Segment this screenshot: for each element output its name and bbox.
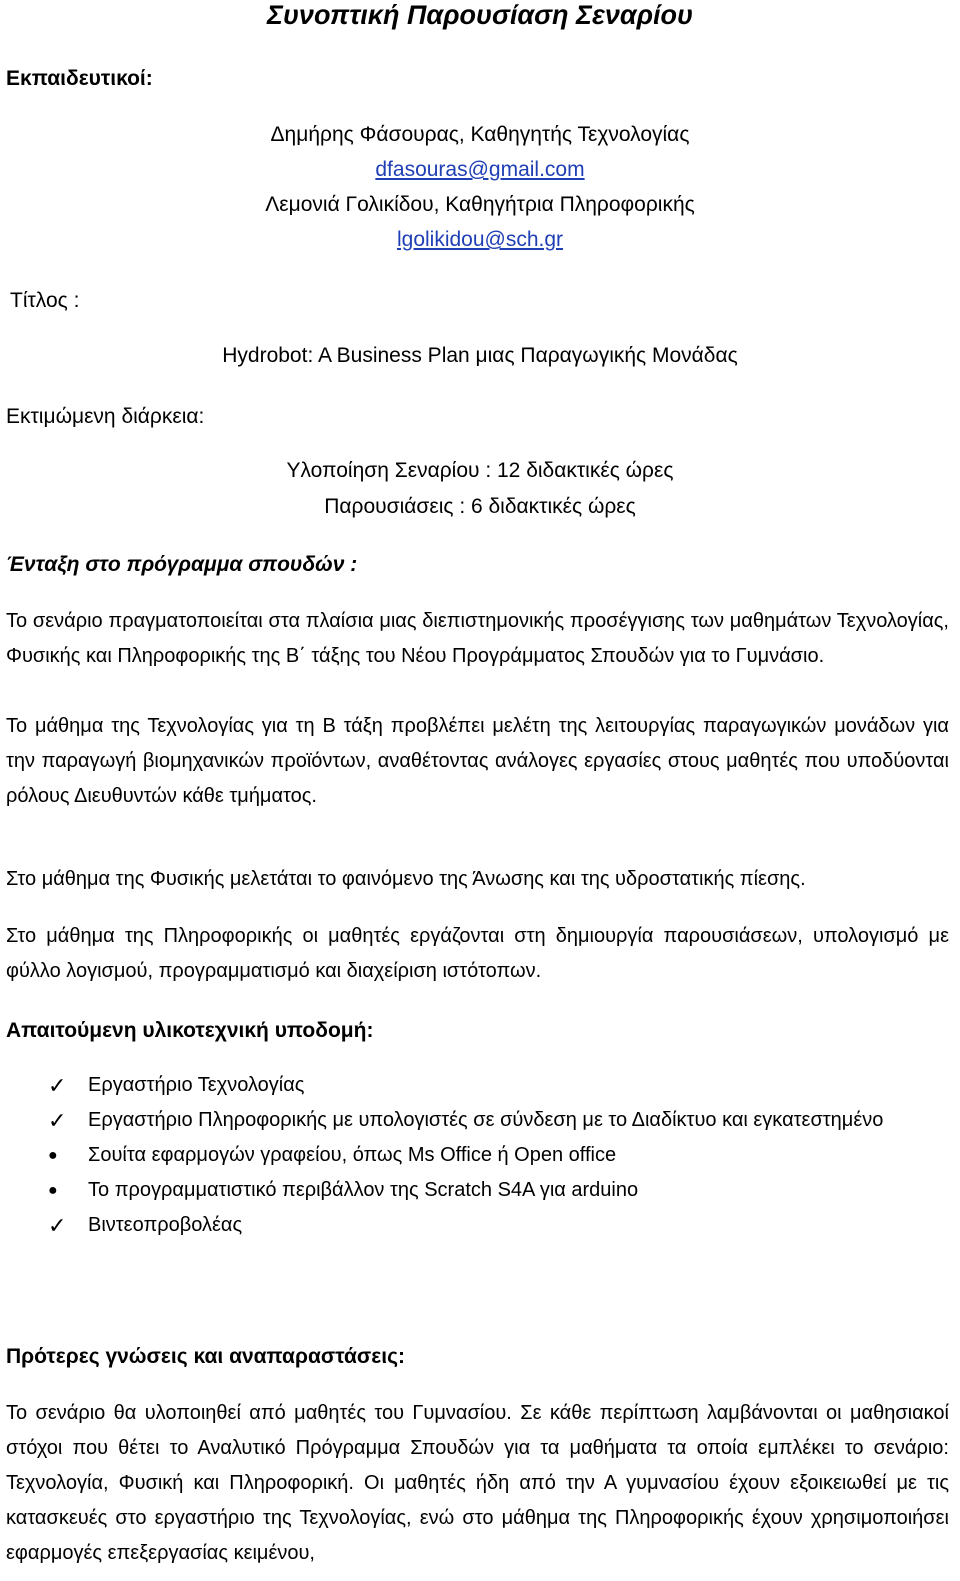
prior-knowledge-label: Πρότερες γνώσεις και αναπαραστάσεις: xyxy=(6,1345,406,1368)
list-item xyxy=(0,1173,960,1208)
title-label: Τίτλος : xyxy=(10,289,80,312)
teacher-2-email-row xyxy=(0,227,960,253)
curriculum-paragraph-1 xyxy=(6,604,949,674)
infrastructure-label: Απαιτούμενη υλικοτεχνική υποδομή: xyxy=(6,1019,374,1042)
teacher-1-email-link[interactable]: dfasouras@gmail.com xyxy=(375,158,585,181)
teacher-2-line: Λεμονιά Γολικίδου, Καθηγήτρια Πληροφορικής xyxy=(265,193,695,216)
list-item-text: Το προγραμματιστικό περιβάλλον της Scratch S4A για arduino xyxy=(88,1179,639,1201)
curriculum-paragraph-4 xyxy=(6,919,949,989)
list-item xyxy=(0,1103,960,1138)
list-item-text: Εργαστήριο Τεχνολογίας xyxy=(88,1074,305,1096)
bullet-dot-icon: ● xyxy=(48,1182,58,1199)
title-value: Hydrobot: A Business Plan μιας Παραγωγικής Μονάδας xyxy=(222,344,738,367)
curriculum-text-4: Στο μάθημα της Πληροφορικής οι μαθητές εργάζονται στη δημιουργία παρουσιάσεων, υπολογισμό με φύλλο λογισμού, προγραμματισμό και διαχείριση ιστότοπων. xyxy=(6,925,949,982)
curriculum-text-1: Το σενάριο πραγματοποιείται στα πλαίσια μιας διεπιστημονικής προσέγγισης των μαθημάτων Τεχνολογίας, Φυσικής και Πληροφορικής της Β΄ τάξης του Νέου Προγράμματος Σπουδών για το Γυμνάσιο. xyxy=(6,610,949,667)
teacher-1-email-row xyxy=(0,157,960,183)
teachers-label: Εκπαιδευτικοί: xyxy=(6,67,153,90)
teacher-1-line: Δημήρης Φάσουρας, Καθηγητής Τεχνολογίας xyxy=(270,123,690,146)
curriculum-text-2: Το μάθημα της Τεχνολογίας για τη Β τάξη προβλέπει μελέτη της λειτουργίας παραγωγικών μονάδων για την παραγωγή βιομηχανικών προϊόντων, αναθέτοντας ανάλογες εργασίες στους μαθητές που υποδύονται ρόλους Διευθυντών κάθε τμήματος. xyxy=(6,715,949,807)
prior-knowledge-text: Το σενάριο θα υλοποιηθεί από μαθητές του Γυμνασίου. Σε κάθε περίπτωση λαμβάνονται οι μαθησιακοί στόχοι που θέτει το Αναλυτικό Πρόγραμμα Σπουδών για τα μαθήματα τα οποία εμπλέκει το σενάριο: Τεχνολογία, Φυσική και Πληροφορική. Οι μαθητές ήδη από την Α γυμνασίου έχουν εξοικειωθεί με τις κατασκευές στο εργαστήριο της Τεχνολογίας, ενώ στο μάθημα της Πληροφορικής έχουν χρησιμοποιήσει εφαρμογές επεξεργασίας κειμένου, xyxy=(6,1402,949,1564)
teacher-2-email-link[interactable]: lgolikidou@sch.gr xyxy=(396,228,564,251)
curriculum-paragraph-3 xyxy=(6,862,949,897)
list-item xyxy=(0,1208,960,1243)
checkmark-icon: ✓ xyxy=(48,1213,67,1238)
curriculum-text-3: Στο μάθημα της Φυσικής μελετάται το φαινόμενο της Άνωσης και της υδροστατικής πίεσης. xyxy=(6,868,806,890)
list-item-text: Βιντεοπροβολέας xyxy=(88,1214,243,1236)
prior-knowledge-paragraph xyxy=(6,1396,949,1571)
duration-line-implementation: Υλοποίηση Σεναρίου : 12 διδακτικές ώρες xyxy=(286,459,674,482)
curriculum-paragraph-2 xyxy=(6,709,949,814)
duration-line-presentations: Παρουσιάσεις : 6 διδακτικές ώρες xyxy=(324,495,636,518)
checkmark-icon: ✓ xyxy=(48,1108,67,1133)
checkmark-icon: ✓ xyxy=(48,1073,67,1098)
infrastructure-list xyxy=(0,1068,960,1243)
list-item xyxy=(0,1068,960,1103)
list-item xyxy=(0,1138,960,1173)
list-item-text: Σουίτα εφαρμογών γραφείου, όπως Ms Office ή Open office xyxy=(88,1144,617,1166)
page-title: Συνοπτική Παρουσίαση Σεναρίου xyxy=(267,0,693,30)
list-item-text: Εργαστήριο Πληροφορικής με υπολογιστές σε σύνδεση με το Διαδίκτυο και εγκατεστημένο xyxy=(88,1109,884,1131)
bullet-dot-icon: ● xyxy=(48,1147,58,1164)
duration-label: Εκτιμώμενη διάρκεια: xyxy=(6,405,205,428)
curriculum-label: Ένταξη στο πρόγραμμα σπουδών : xyxy=(6,553,358,576)
